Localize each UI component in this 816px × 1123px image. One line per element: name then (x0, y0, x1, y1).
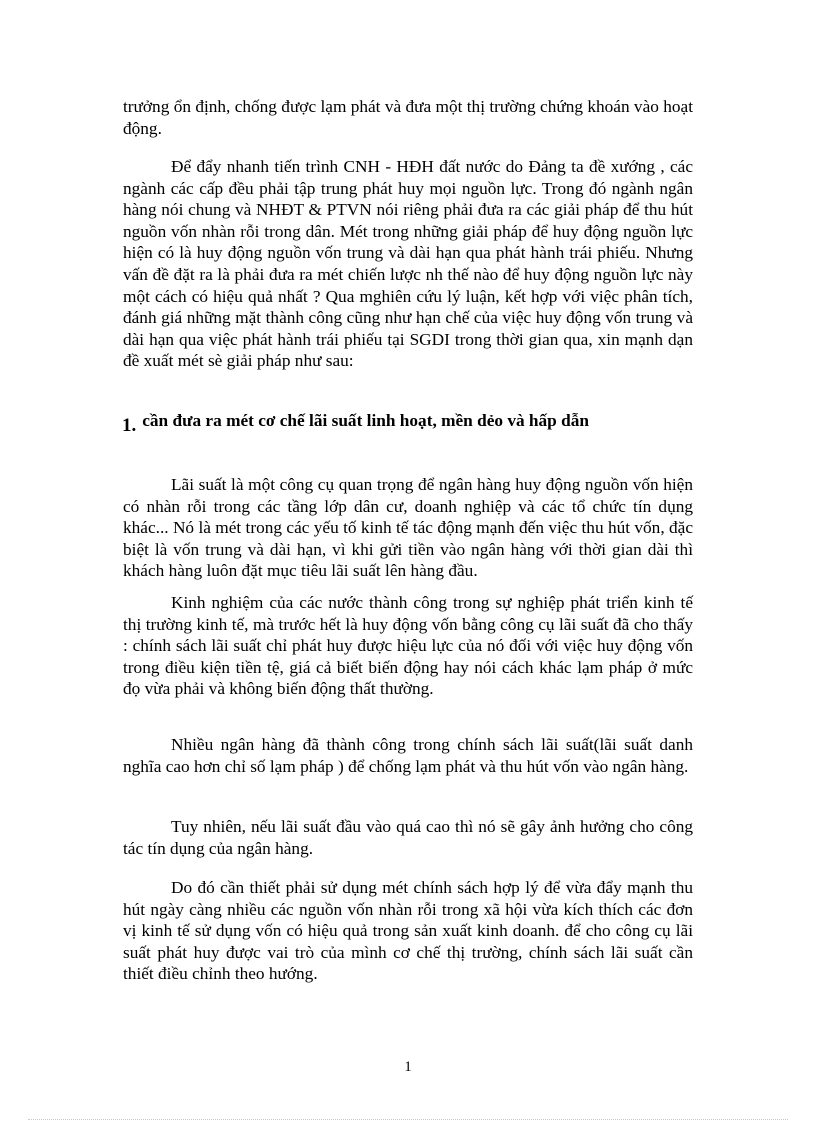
paragraph-introduction: Để đẩy nhanh tiến trình CNH - HĐH đất nước do Đảng ta đề xướng , các ngành các cấp đều phải tập trung phát huy mọi nguồn lực. Trong đó ngành ngân hàng nói chung và NHĐT & PTVN nói riêng phải đưa ra các giải pháp để thu hút nguồn vốn nhàn rỗi trong dân. Mét trong những giải pháp để huy động nguồn lực hiện có là huy động nguồn vốn trung và dài hạn qua phát hành trái phiếu. Nhưng vấn đề đặt ra là phải đưa ra mét chiến lược nh thế nào để huy động nguồn lực này một cách có hiệu quả nhất ? Qua mghiên cứu lý luận, kết hợp với việc phân tích, đánh giá những mặt thành công cũng như hạn chế của việc huy động vốn trung và dài hạn qua việc phát hành trái phiếu tại SGDI trong thời gian qua, xin mạnh dạn đề xuất mét sè giải pháp như sau: (123, 157, 693, 371)
section-heading (122, 409, 702, 436)
section-number: 1. (122, 415, 137, 436)
paragraph-conclusion: Do đó cần thiết phải sử dụng mét chính sách hợp lý để vừa đẩy mạnh thu hút ngày càng nhiều các nguồn vốn nhàn rỗi trong xã hội vừa kích thích các đơn vị kinh tế sử dụng vốn có hiệu quả trong sản xuất kinh doanh. để cho công cụ lãi suất phát huy được vai trò của mình cơ chế thị trường, chính sách lãi suất cần thiết điều chỉnh theo hướng. (123, 878, 693, 984)
page-bottom-border (28, 1119, 788, 1120)
paragraph-interest-role: Lãi suất là một công cụ quan trọng để ngân hàng huy động nguồn vốn hiện có nhàn rỗi trong các tầng lớp dân cư, doanh nghiệp và các tổ chức tín dụng khác... Nó là mét trong các yếu tố kinh tế tác động mạnh đến việc thu hút vốn, đặc biệt là vốn trung và dài hạn, vì khi gửi tiền vào ngân hàng với thời gian dài thì khách hàng luôn đặt mục tiêu lãi suất lên hàng đầu. (123, 475, 693, 581)
paragraph-continuation: trưởng ổn định, chống được lạm phát và đưa một thị trường chứng khoán vào hoạt động. (123, 97, 693, 138)
paragraph-success: Nhiều ngân hàng đã thành công trong chính sách lãi suất(lãi suất danh nghĩa cao hơn chỉ số lạm pháp ) để chống lạm phát và thu hút vốn vào ngân hàng. (123, 735, 693, 776)
paragraph-however: Tuy nhiên, nếu lãi suất đầu vào quá cao thì nó sẽ gây ảnh hưởng cho công tác tín dụng của ngân hàng. (123, 817, 693, 858)
section-title: cần đưa ra mét cơ chế lãi suất linh hoạt, mền dẻo và hấp dẫn (142, 411, 589, 430)
page-number: 1 (404, 1059, 412, 1075)
paragraph-experience: Kinh nghiệm của các nước thành công trong sự nghiệp phát triển kinh tế thị trường kinh tế, mà trước hết là huy động vốn bằng công cụ lãi suất đã cho thấy : chính sách lãi suất chỉ phát huy được hiệu lực của nó đối với việc huy động vốn trong điều kiện tiền tệ, giá cả biết biến động hay nói cách khác lạm pháp ở mức đọ vừa phải và không biến động thất thường. (123, 593, 693, 699)
